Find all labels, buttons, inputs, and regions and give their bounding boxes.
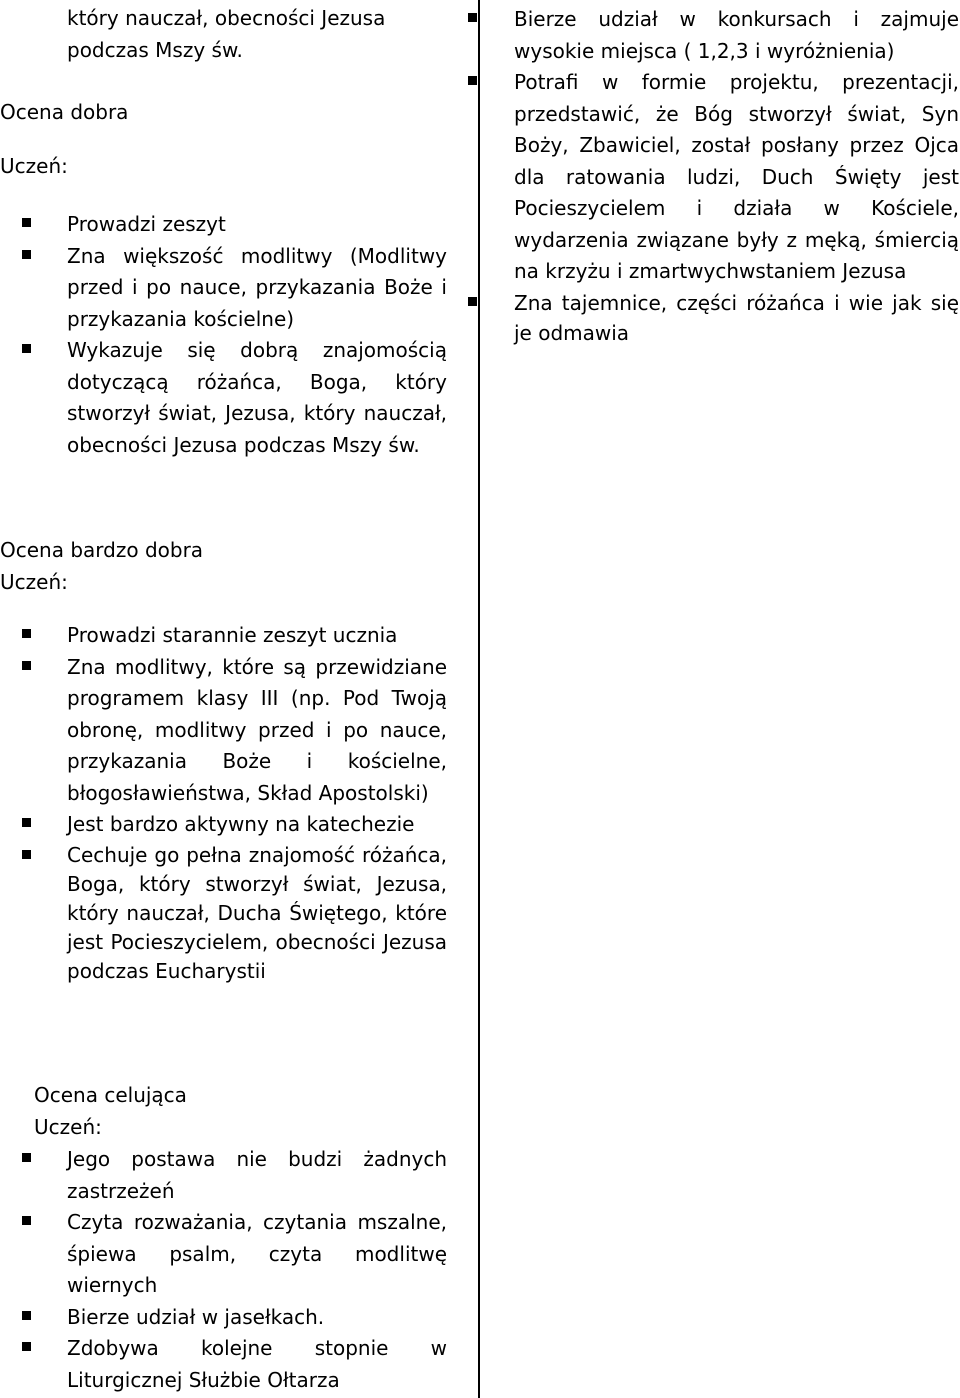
grade-good-list <box>0 209 447 461</box>
list-item: Zna większość modlitwy (Modlitwy przed i po nauce, przykazania Boże i przykazania kościelne) <box>0 241 447 336</box>
grade-excellent-title: Ocena celująca <box>34 1083 187 1107</box>
grade-excellent-list <box>34 1144 447 1396</box>
bullet-icon <box>22 850 31 859</box>
list-item: Cechuje go pełna znajomość różańca, Boga, który stworzył świat, Jezusa, który nauczał, Ducha Świętego, które jest Pocieszycielem, obecności Jezusa podczas Eucharystii <box>0 841 447 986</box>
bullet-icon <box>22 1342 31 1351</box>
bullet-icon <box>22 818 31 827</box>
list-item: Wykazuje się dobrą znajomością dotyczącą różańca, Boga, który stworzył świat, Jezusa, który nauczał, obecności Jezusa podczas Mszy św. <box>0 335 447 461</box>
right-column-list <box>448 4 959 348</box>
right-column-section <box>514 4 959 348</box>
bullet-icon <box>22 344 31 353</box>
list-item: Prowadzi starannie zeszyt ucznia <box>0 620 447 652</box>
bullet-icon <box>22 1216 31 1225</box>
bullet-icon <box>22 629 31 638</box>
grade-good-subtitle: Uczeń: <box>0 153 68 178</box>
grade-excellent-section <box>34 1080 447 1396</box>
bullet-icon <box>22 218 31 227</box>
grade-very-good-title: Ocena bardzo dobra <box>0 538 204 562</box>
bullet-icon <box>22 1153 31 1162</box>
grade-excellent-subtitle: Uczeń: <box>34 1114 102 1139</box>
left-top-section <box>0 3 447 461</box>
list-item: Zdobywa kolejne stopnie w Liturgicznej Służbie Ołtarza <box>34 1333 447 1396</box>
grade-good-title: Ocena dobra <box>0 100 129 124</box>
bullet-icon <box>468 13 477 22</box>
list-item: Potrafi w formie projektu, prezentacji, przedstawić, że Bóg stworzył świat, Syn Boży, Zbawiciel, został posłany przez Ojca dla ratowania ludzi, Duch Święty jest Pocieszycielem i działa w Kościele, wydarzenia związane były z męką, śmiercią na krzyżu i zmartwychwstaniem Jezusa <box>448 67 959 288</box>
bullet-icon <box>22 1311 31 1320</box>
continuation-line-1: który nauczał, obecności Jezusa <box>67 6 386 30</box>
list-item: Bierze udział w konkursach i zajmuje wysokie miejsca ( 1,2,3 i wyróżnienia) <box>448 4 959 67</box>
list-item: Jest bardzo aktywny na katechezie <box>0 809 447 841</box>
bullet-icon <box>468 76 477 85</box>
list-item: Zna tajemnice, części różańca i wie jak się je odmawia <box>448 288 959 348</box>
list-item: Czyta rozważania, czytania mszalne, śpiewa psalm, czyta modlitwę wiernych <box>34 1207 447 1302</box>
list-item: Jego postawa nie budzi żadnych zastrzeżeń <box>34 1144 447 1207</box>
continuation-line-2: podczas Mszy św. <box>67 37 243 62</box>
bullet-icon <box>22 661 31 670</box>
list-item: Prowadzi zeszyt <box>0 209 447 241</box>
list-item: Zna modlitwy, które są przewidziane programem klasy III (np. Pod Twoją obronę, modlitwy przed i po nauce, przykazania Boże i kościelne, błogosławieństwa, Skład Apostolski) <box>0 652 447 810</box>
grade-very-good-section <box>0 535 447 986</box>
bullet-icon <box>468 297 477 306</box>
grade-very-good-list <box>0 620 447 986</box>
bullet-icon <box>22 250 31 259</box>
grade-very-good-subtitle: Uczeń: <box>0 569 68 594</box>
list-item: Bierze udział w jasełkach. <box>34 1302 447 1334</box>
